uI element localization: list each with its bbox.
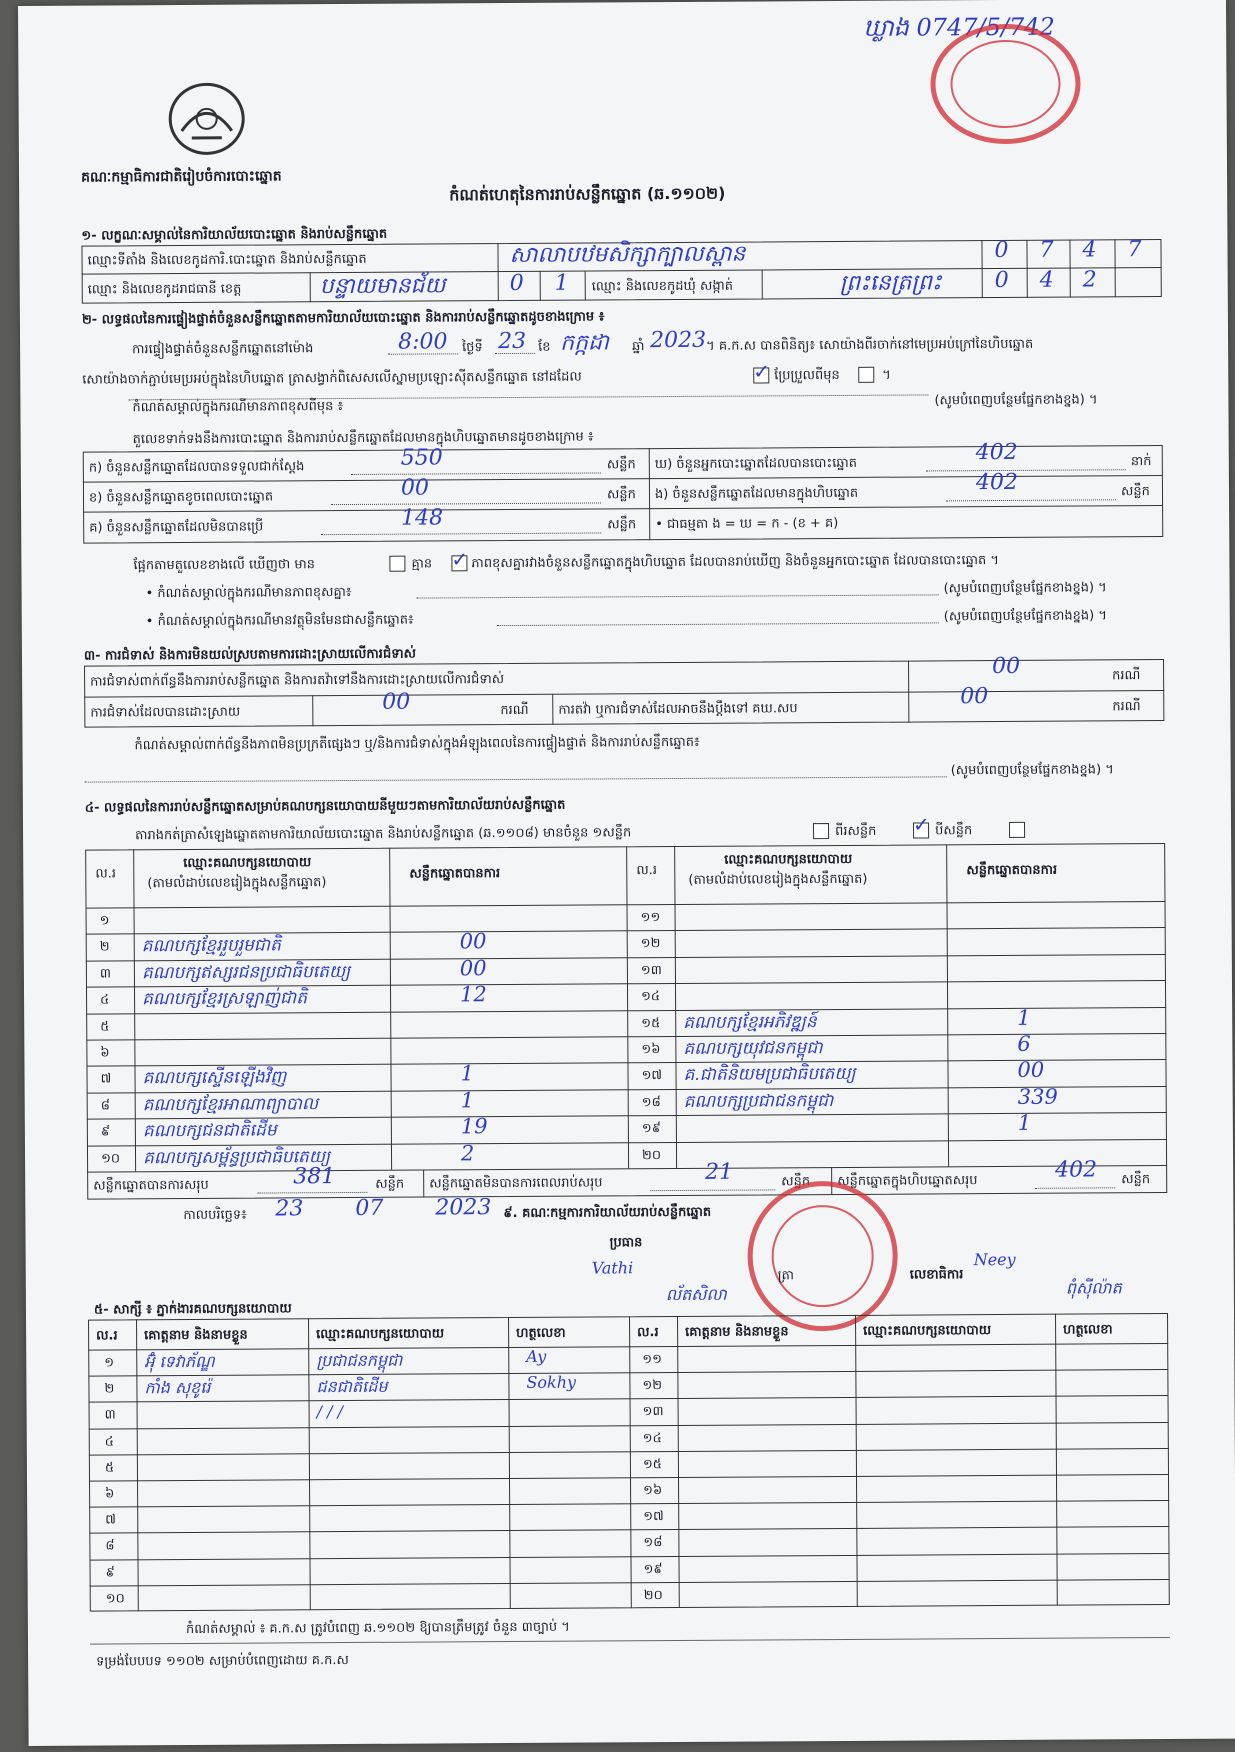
unit-case: ករណី — [1112, 668, 1141, 684]
unit-sheet: សន្លឹក — [607, 517, 637, 533]
col-header-no: ល.រ — [636, 863, 657, 879]
row-number: ៦ — [100, 1045, 110, 1061]
total-valid-label: សន្លឹកឆ្នោតបានការសរុប — [93, 1177, 209, 1194]
voters-label: ឃ) ចំនួនអ្នកបោះឆ្នោតដែលបានបោះឆ្នោត — [654, 455, 858, 473]
party-name: គណបក្សឥស្សរជនប្រជាធិបតេយ្យ — [141, 961, 351, 984]
unit-sheet: សន្លឹក — [606, 487, 636, 503]
date-year: 2023 — [435, 1195, 492, 1221]
row-number: ១៦ — [641, 1042, 661, 1058]
row-number: ៥ — [100, 1019, 110, 1035]
divider — [312, 695, 313, 726]
polling-station-value: សាលាបឋមសិក្សាក្បាលស្ពាន — [509, 241, 746, 269]
witness-row-number: ២ — [104, 1381, 115, 1397]
row-number: ១០ — [100, 1150, 121, 1167]
divider — [498, 271, 499, 301]
section1-heading: ១- លក្ខណៈសម្គាល់នៃការិយាល័យបោះឆ្នោត និងរាប់សន្លឹកឆ្នោត — [81, 226, 388, 244]
party-votes: 1 — [1017, 1005, 1031, 1030]
chair-name: ល័តសិលា — [665, 1284, 727, 1305]
tally-sheets-text: តារាងកត់ត្រាសំឡេងឆ្នោតតាមការិយាល័យបោះឆ្នោត និងរាប់សន្លឹកឆ្នោត (ឆ.១១០៨) មានចំនួន ១សន្លឹក — [135, 825, 632, 844]
row-number: ២ — [99, 939, 110, 955]
complaints-label: ការជំទាស់ពាក់ព័ន្ធនឹងការរាប់សន្លឹកឆ្នោត និងការតវ៉ាទៅនឹងការដោះស្រាយលើការជំទាស់ — [90, 672, 505, 690]
row-number: ១ — [99, 913, 110, 929]
commission-label: ៩. គណៈកម្មការការិយាល័យរាប់សន្លឹកឆ្នោត — [503, 1204, 712, 1222]
resolved-label: ការជំទាស់ដែលបានដោះស្រាយ — [90, 704, 241, 721]
witness-row-number: ១៣ — [642, 1404, 664, 1420]
row-number: ១៣ — [640, 962, 662, 979]
ballot-count-form — [18, 0, 1235, 1746]
witness-row-number: ៩ — [105, 1565, 115, 1581]
formula: • ជាធម្មតា ង = ឃ = ក - (ខ + គ) — [655, 515, 839, 533]
witness-row-number: ១៨ — [643, 1535, 663, 1551]
unit-sheet: សន្លឹក — [781, 1174, 811, 1190]
fill-hint: (សូមបំពេញបន្ថែមផ្នែកខាងខ្នង) ។ — [934, 392, 1098, 409]
spoiled-ballots-value: 00 — [400, 475, 430, 501]
party-name: គណបក្សជនជាតិដើម — [142, 1120, 277, 1142]
row-number: ៤ — [100, 992, 110, 1008]
row-number: ១២ — [640, 936, 661, 952]
witness-row-number: ១២ — [642, 1378, 663, 1394]
verify-text-4: ឆ្នាំ — [632, 339, 645, 355]
three-sheets-label: បីសន្លឹក — [935, 823, 973, 839]
witness-party: / / / — [316, 1402, 343, 1422]
row-number: ៧ — [100, 1071, 112, 1087]
unused-ballots-label: គ) ចំនួនសន្លឹកឆ្នោតដែលមិនបានប្រើ — [89, 519, 264, 536]
party-votes: 1 — [460, 1061, 474, 1086]
witness-col-header: ហត្ថលេខា — [1063, 1322, 1113, 1338]
check-mark-icon: ✓ — [912, 812, 930, 837]
official-stamp-top-inner — [950, 40, 1061, 129]
witness-row-number: ១១ — [642, 1352, 663, 1368]
total-box-value: 402 — [1055, 1157, 1098, 1183]
verify-text-2: ថ្ងៃទី — [462, 340, 483, 356]
section2-heading: ២- លទ្ធផលនៃការផ្ទៀងផ្ទាត់ចំនួនសន្លឹកឆ្នោតតាមការិយាល័យបោះឆ្នោត និងការរាប់សន្លឹកឆ្នោតដូចខាងក្រោម ៖ — [81, 309, 605, 328]
commune-code-1: 0 — [994, 267, 1009, 294]
party-name: គណបក្សខ្មែរអាណាព្យាបាល — [142, 1093, 319, 1116]
party-votes: 19 — [460, 1114, 488, 1139]
witness-col-header: ល.រ — [96, 1328, 118, 1344]
col-header-party-sub: (តាមលំដាប់លេខរៀងក្នុងសន្លឹកឆ្នោត) — [688, 871, 868, 888]
ballots-in-box-label: ង) ចំនួនសន្លឹកឆ្នោតដែលមានក្នុងហិបឆ្នោត — [654, 485, 859, 503]
col-header-party: ឈ្មោះគណបក្សនយោបាយ — [724, 851, 853, 868]
voters-value: 402 — [975, 439, 1018, 466]
party-votes: 6 — [1017, 1031, 1031, 1056]
witness-row-number: ៣ — [104, 1407, 116, 1423]
received-ballots-value: 550 — [400, 445, 443, 471]
total-invalid-label: សន្លឹកឆ្នោតមិនបានការពេលរាប់សរុប — [429, 1175, 603, 1192]
official-stamp-bottom-inner — [771, 1205, 874, 1308]
section4-heading: ៤- លទ្ធផលនៃការរាប់សន្លឹកឆ្នោតសម្រាប់គណបក្សនយោបាយនីមួយៗតាមការិយាល័យរាប់សន្លឹកឆ្នោត — [84, 797, 566, 816]
date-label: កាលបរិច្ឆេទ៖ — [183, 1207, 247, 1224]
verify-text-3: ខែ — [538, 339, 551, 355]
verify-text-5: ។ គ.ក.ស បានពិនិត្យ៖ សោយ៉ាងពីរចាក់នៅមេប្រអប់ក្រៅនៃហិបឆ្នោត — [706, 336, 1034, 354]
fill-hint: (សូមបំពេញបន្ថែមផ្នែកខាងខ្នង) ។ — [943, 580, 1107, 597]
changed-label: ប្រែប្រួលពីមុន — [774, 367, 840, 384]
appeal-value: 00 — [960, 684, 989, 710]
party-votes: 1 — [460, 1088, 475, 1113]
divider — [497, 243, 498, 271]
dotted-line — [85, 776, 947, 782]
party-name: គណបក្សយុវជនកម្ពុជា — [683, 1038, 823, 1059]
witness-signature: Ay — [526, 1346, 547, 1366]
total-box-label: សន្លឹកឆ្នោតក្នុងហិបឆ្នោតសរុប — [837, 1173, 978, 1190]
unit-sheet: សន្លឹក — [1121, 1172, 1151, 1188]
irregularity-note: កំណត់សម្គាល់ពាក់ព័ន្ធនឹងភាពមិនប្រក្រតីផ្សេងៗ ឬ/និងការជំទាស់ក្នុងអំឡុងពេលនៃការផ្ទៀងផ្ទាត់ និងការរាប់សន្លឹកឆ្នោត៖ — [134, 734, 700, 754]
station-code-3: 4 — [1082, 237, 1097, 263]
party-name: គណបក្សសម្ព័ន្ធប្រជាធិបតេយ្យ — [142, 1146, 331, 1168]
party-votes: 00 — [459, 955, 487, 981]
unit-person: នាក់ — [1130, 454, 1152, 470]
party-name: គណបក្សខ្មែរអភិវឌ្ឍន៍ — [683, 1011, 817, 1033]
witness-row-number: ៤ — [104, 1434, 115, 1450]
province-code-1: 0 — [509, 270, 524, 297]
row-number: ៨ — [100, 1098, 110, 1114]
diff-text-3: ភាពខុសគ្នារវាងចំនួនសន្លឹកឆ្នោតក្នុងហិបឆ្នោត ដែលបានរាប់ឃើញ និងចំនួនអ្នកបោះឆ្នោត ដែលបានបោះឆ្នោត ។ — [471, 553, 999, 572]
party-name: គណបក្សខ្មែរស្រឡាញ់ជាតិ — [142, 988, 308, 1010]
divider — [762, 269, 763, 299]
station-code-4: 7 — [1127, 237, 1142, 263]
witness-signature: Sokhy — [526, 1372, 577, 1393]
row-number: ៣ — [99, 966, 112, 982]
committee-name: គណៈកម្មាធិការជាតិរៀបចំការបោះឆ្នោត — [81, 168, 282, 186]
witness-col-header: ឈ្មោះគណបក្សនយោបាយ — [863, 1323, 992, 1339]
period: ។ — [882, 367, 891, 383]
party-name: គ.ជាតិនិយមប្រជាធិបតេយ្យ — [683, 1064, 856, 1086]
unit-sheet: សន្លឹក — [606, 457, 636, 473]
party-votes: 00 — [1017, 1058, 1045, 1083]
party-name: គណបក្សស្ទើនឡើងវិញ — [142, 1067, 287, 1089]
verify-text-6: សោយ៉ាងចាក់ភ្ជាប់មេប្រអប់ក្នុងនៃហិបឆ្នោត ត្រាសង្វាក់ពិសេសលើស្នាមប្រឡោះស៊ីតសន្លឹកឆ្នោត នៅដដែល — [82, 369, 582, 388]
row-number: ១៩ — [641, 1121, 661, 1137]
spoiled-ballots-label: ខ) ចំនួនសន្លឹកឆ្នោតខូចពេលបោះឆ្នោត — [88, 489, 274, 506]
witness-row-number: ៥ — [104, 1460, 115, 1476]
date-month: 07 — [355, 1195, 384, 1221]
total-invalid-value: 21 — [705, 1159, 734, 1185]
station-code-2: 7 — [1039, 237, 1054, 263]
row-number: ១១ — [640, 910, 661, 926]
commune-label: ឈ្មោះ និងលេខកូដឃុំ សង្កាត់ — [591, 278, 734, 295]
col-header-votes: សន្លឹកឆ្នោតបានការ — [966, 862, 1058, 879]
verify-year: 2023 — [649, 327, 707, 354]
diff-text-2: គ្មាន — [411, 556, 433, 572]
witness-row-number: ១៧ — [643, 1509, 664, 1525]
form-title: កំណត់ហេតុនៃការរាប់សន្លឹកឆ្នោត (ឆ.១១០២) — [449, 183, 726, 205]
verify-time: 8:00 — [397, 329, 448, 355]
party-votes: 00 — [459, 929, 487, 954]
one-sheet-checkbox[interactable] — [813, 823, 829, 839]
witness-row-number: ២០ — [643, 1587, 663, 1604]
chair-label: ប្រធាន — [609, 1235, 643, 1251]
date-day: 23 — [275, 1196, 304, 1222]
divider — [310, 272, 311, 302]
unused-ballots-value: 148 — [401, 505, 444, 531]
two-sheets-label: ពីរសន្លឹក — [835, 823, 877, 840]
party-votes: 1 — [1017, 1111, 1032, 1136]
col-header-votes: សន្លឹកឆ្នោតបានការ — [409, 866, 501, 882]
section5-heading: ៥- សាក្សី ៖ ភ្នាក់ងារគណបក្សនយោបាយ — [93, 1301, 292, 1318]
three-sheets-checkbox[interactable] — [1009, 822, 1025, 838]
complaints-value: 00 — [991, 653, 1021, 680]
ballots-in-box-value: 402 — [975, 469, 1019, 496]
numbers-intro: តួលេខទាក់ទងនឹងការបោះឆ្នោត និងការរាប់សន្លឹកឆ្នោតដែលមានក្នុងហិបឆ្នោតមានដូចខាងក្រោម ៖ — [132, 429, 594, 448]
commune-value: ព្រះនេត្រព្រះ — [839, 270, 942, 296]
province-label: ឈ្មោះ និងលេខកូដរាជធានី ខេត្ត — [87, 281, 242, 298]
row-number: ២០ — [641, 1147, 662, 1163]
witness-party: ប្រជាជនកម្ពុជា — [316, 1350, 403, 1371]
note-label: កំណត់សម្គាល់ក្នុងករណីមានភាពខុសពីមុន ៖ — [132, 399, 344, 416]
witness-col-header: គោត្តនាម និងនាមខ្លួន — [144, 1327, 248, 1344]
verify-day: 23 — [497, 328, 527, 355]
received-ballots-label: ក) ចំនួនសន្លឹកឆ្នោតដែលបានទទួលជាក់ស្តែង — [88, 459, 305, 476]
unit-sheet: សន្លឹក — [1120, 484, 1150, 500]
dotted-line — [128, 394, 928, 400]
fill-hint: (សូមបំពេញបន្ថែមផ្នែកខាងខ្នង) ។ — [943, 608, 1107, 625]
chair-signature: Vathi — [591, 1258, 634, 1278]
verify-text-1: ការផ្ទៀងផ្ទាត់ចំនួនសន្លឹកឆ្នោតនៅម៉ោង — [132, 341, 314, 358]
secretary-label: លេខាធិការ — [909, 1267, 964, 1283]
has-difference-checkbox[interactable] — [389, 556, 405, 572]
verify-month: កក្កដា — [559, 330, 610, 356]
appeal-label: ការតវ៉ា ឬការជំទាស់ដែលអាចនឹងប្តឹងទៅ គឃ.សប — [558, 701, 798, 718]
col-header-no: ល.រ — [95, 866, 116, 882]
row-number: ៩ — [100, 1124, 111, 1140]
witness-name: អ៊ុំ ទេវាភ័ណ្ឌ — [144, 1351, 215, 1372]
foreign-object-note: • កំណត់សម្គាល់ក្នុងករណីមានវត្ថុមិនមែនជាសន្លឹកឆ្នោត៖ — [145, 612, 414, 630]
footnote: កំណត់សម្គាល់ ៖ គ.ក.ស ត្រូវបំពេញ ឆ.១១០២ ឱ្យបានត្រឹមត្រូវ ចំនួន ៣ច្បាប់ ។ — [185, 1619, 570, 1638]
divider — [552, 694, 553, 725]
witness-party: ជនជាតិដើម — [316, 1376, 388, 1397]
resolved-value: 00 — [382, 689, 411, 715]
divider — [423, 1170, 424, 1198]
party-votes: 339 — [1017, 1084, 1058, 1109]
witness-row-number: ១៥ — [642, 1456, 663, 1473]
changed-checkbox[interactable] — [858, 367, 874, 383]
col-header-party: ឈ្មោះគណបក្សនយោបាយ — [183, 855, 312, 872]
row-number: ១៥ — [641, 1015, 661, 1031]
witness-row-number: ១៩ — [643, 1561, 663, 1577]
witness-col-header: ល.រ — [637, 1325, 659, 1341]
difference-note: • កំណត់សម្គាល់ក្នុងករណីមានភាពខុសគ្នា៖ — [145, 584, 352, 602]
party-name: គណបក្សខ្មែររួបរួមជាតិ — [141, 935, 281, 957]
divider — [585, 271, 586, 301]
commune-code-2: 4 — [1039, 267, 1054, 293]
total-valid-value: 381 — [293, 1164, 336, 1190]
unit-sheet: សន្លឹក — [375, 1176, 405, 1192]
party-name: គណបក្សប្រជាជនកម្ពុជា — [683, 1090, 834, 1112]
secretary-name: ពុំស៊ីល៉ាត — [1065, 1278, 1122, 1298]
witness-row-number: ១៦ — [643, 1483, 663, 1499]
row-number: ១៧ — [641, 1068, 663, 1084]
polling-station-label: ឈ្មោះទីតាំង និងលេខកូដការិ.បោះឆ្នោត និងរាប់សន្លឹកឆ្នោត — [87, 251, 367, 269]
witness-name: កាំង សុខូរ៉េ — [144, 1378, 211, 1398]
unit-case: ករណី — [1112, 699, 1141, 715]
dotted-line — [497, 622, 939, 626]
check-mark-icon: ✓ — [451, 547, 469, 572]
row-number: ១៤ — [641, 989, 661, 1005]
witness-col-header: ហត្ថលេខា — [516, 1325, 566, 1341]
form-footer: ទម្រង់បែបបទ ១១០២ សម្រាប់បំពេញដោយ គ.ក.ស — [96, 1653, 349, 1670]
province-code-2: 1 — [554, 270, 569, 296]
party-votes: 2 — [460, 1140, 475, 1165]
witness-col-header: គោត្តនាម និងនាមខ្លួន — [685, 1324, 789, 1340]
dotted-line — [417, 594, 939, 598]
witness-row-number: ១០ — [105, 1591, 125, 1607]
station-code-1: 0 — [994, 237, 1009, 264]
nec-emblem-icon — [168, 83, 244, 155]
commune-code-3: 2 — [1082, 267, 1097, 293]
col-header-party-sub: (តាមលំដាប់លេខរៀងក្នុងសន្លឹកឆ្នោត) — [147, 875, 327, 892]
stamp-label: ត្រា — [777, 1268, 795, 1284]
witness-row-number: ៨ — [105, 1538, 115, 1554]
divider — [540, 271, 541, 301]
witness-row-number: ១ — [104, 1355, 115, 1371]
secretary-signature: Neey — [973, 1249, 1016, 1270]
diff-text-1: ផ្អែកតាមតួលេខខាងលើ ឃើញថា មាន — [133, 557, 316, 574]
party-votes: 12 — [459, 982, 487, 1007]
witness-row-number: ៧ — [105, 1512, 116, 1528]
witness-row-number: ៦ — [105, 1486, 115, 1502]
unit-case: ករណី — [500, 702, 529, 719]
section3-heading: ៣- ការជំទាស់ និងការមិនយល់ស្របតាមការដោះស្រាយលើការជំទាស់ — [83, 646, 416, 664]
row-number: ១៨ — [641, 1094, 661, 1111]
check-mark-icon: ✓ — [753, 359, 771, 384]
witness-row-number: ១៤ — [642, 1430, 662, 1446]
fill-hint: (សូមបំពេញបន្ថែមផ្នែកខាងខ្នង) ។ — [950, 762, 1114, 779]
handwritten-reference: ឃ្លាង 0747/5/742 — [863, 12, 1055, 42]
witness-col-header: ឈ្មោះគណបក្សនយោបាយ — [316, 1326, 445, 1343]
province-value: បន្ទាយមានជ័យ — [319, 273, 446, 300]
